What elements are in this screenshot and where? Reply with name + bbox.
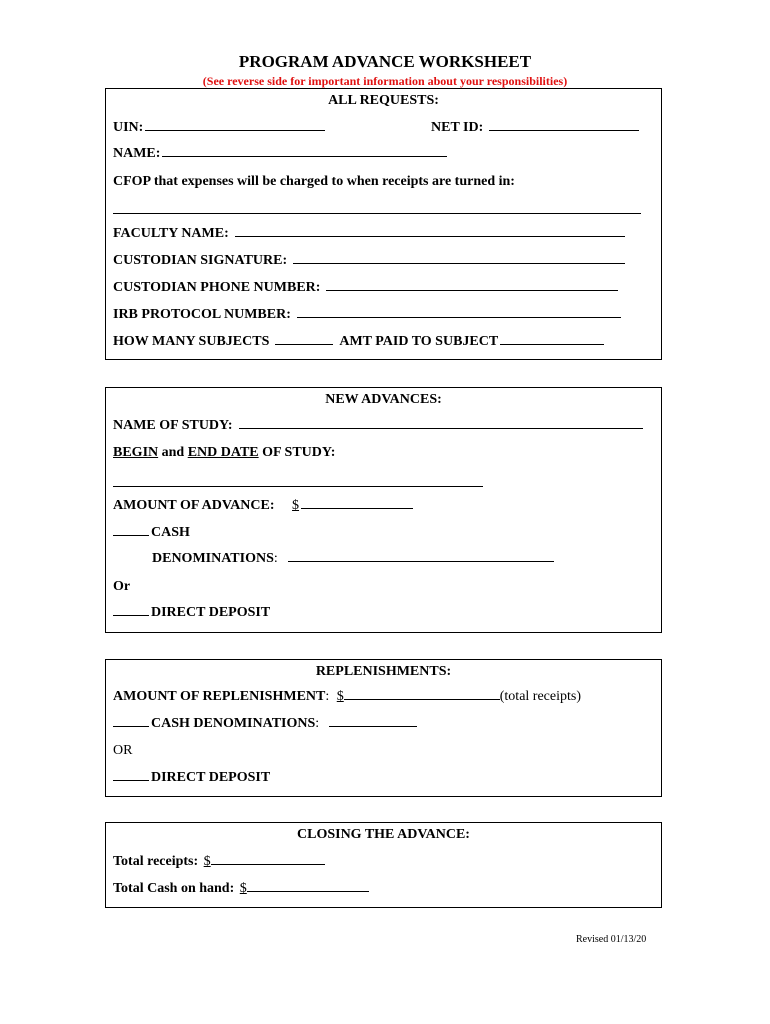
- uin-label: UIN:: [113, 120, 144, 135]
- cash-denominations-field[interactable]: [329, 725, 417, 727]
- irb-row: [113, 307, 621, 323]
- or-label: Or: [113, 579, 131, 594]
- custodian-signature-label: CUSTODIAN SIGNATURE:: [113, 253, 288, 268]
- irb-label: IRB PROTOCOL NUMBER:: [113, 307, 291, 322]
- cash-denominations-label: CASH DENOMINATIONS: [151, 716, 316, 731]
- advance-dollar-sign: $: [292, 498, 300, 513]
- replenishment-amount-row: [113, 689, 581, 705]
- total-receipts-label: Total receipts:: [113, 854, 199, 869]
- custodian-phone-label: CUSTODIAN PHONE NUMBER:: [113, 280, 321, 295]
- replenishment-or-label: OR: [113, 743, 133, 758]
- total-cash-label: Total Cash on hand:: [113, 881, 235, 896]
- new-advances-section: [105, 387, 662, 633]
- end-date-label: END DATE: [187, 445, 259, 460]
- amt-paid-field[interactable]: [500, 343, 604, 345]
- total-receipts-note: (total receipts): [499, 689, 581, 704]
- and-label: and: [161, 445, 185, 460]
- amt-paid-label: AMT PAID TO SUBJECT: [339, 334, 499, 349]
- replenishment-amount-field[interactable]: [344, 698, 500, 700]
- direct-deposit-row: [113, 605, 270, 621]
- name-label: NAME:: [113, 146, 161, 161]
- new-advances-heading: NEW ADVANCES:: [325, 392, 442, 407]
- study-name-label: NAME OF STUDY:: [113, 418, 233, 433]
- all-requests-heading: ALL REQUESTS:: [328, 93, 439, 108]
- all-requests-section: [105, 88, 662, 360]
- replenishment-amount-label: AMOUNT OF REPLENISHMENT: [113, 689, 326, 704]
- advance-amount-label: AMOUNT OF ADVANCE:: [113, 498, 275, 513]
- replenishment-direct-deposit-row: [113, 770, 270, 786]
- subjects-row: [113, 334, 604, 350]
- denominations-colon: :: [273, 551, 278, 566]
- of-study-label: OF STUDY:: [262, 445, 336, 460]
- netid-row: [431, 120, 639, 136]
- replenishment-colon: :: [325, 689, 330, 704]
- direct-deposit-label: DIRECT DEPOSIT: [151, 605, 271, 620]
- closing-heading: CLOSING THE ADVANCE:: [297, 827, 470, 842]
- replenishment-direct-deposit-checkbox[interactable]: [113, 779, 149, 781]
- total-cash-dollar-sign: $: [239, 881, 247, 896]
- cash-label: CASH: [151, 525, 190, 540]
- advance-amount-row: [113, 498, 413, 514]
- replenishment-cash-checkbox[interactable]: [113, 725, 149, 727]
- faculty-row: [113, 226, 625, 242]
- subjects-label: HOW MANY SUBJECTS: [113, 334, 270, 349]
- closing-section: [105, 822, 662, 908]
- cash-checkbox[interactable]: [113, 534, 149, 536]
- cash-row: [113, 525, 190, 541]
- direct-deposit-checkbox[interactable]: [113, 614, 149, 616]
- faculty-field[interactable]: [235, 235, 625, 237]
- cash-denominations-row: [113, 716, 417, 732]
- uin-row: [113, 120, 325, 136]
- study-name-field[interactable]: [239, 427, 643, 429]
- uin-field[interactable]: [145, 129, 325, 131]
- study-dates-field[interactable]: [113, 472, 483, 487]
- study-name-row: [113, 418, 643, 434]
- cfop-field[interactable]: [113, 199, 641, 214]
- custodian-phone-row: [113, 280, 618, 296]
- irb-field[interactable]: [297, 316, 621, 318]
- name-row: [113, 146, 447, 162]
- cash-denominations-colon: :: [315, 716, 320, 731]
- denominations-label: DENOMINATIONS: [152, 551, 274, 566]
- page-subtitle: (See reverse side for important information about your responsibilities): [202, 74, 568, 88]
- custodian-phone-field[interactable]: [326, 289, 618, 291]
- total-receipts-field[interactable]: [211, 863, 325, 865]
- advance-amount-field[interactable]: [301, 507, 413, 509]
- subjects-field[interactable]: [275, 343, 333, 345]
- total-cash-field[interactable]: [247, 890, 369, 892]
- revised-date: Revised 01/13/20: [576, 934, 647, 945]
- name-field[interactable]: [162, 155, 447, 157]
- denominations-row: [152, 551, 554, 567]
- replenishment-dollar-sign: $: [336, 689, 344, 704]
- replenishments-heading: REPLENISHMENTS:: [315, 664, 452, 679]
- netid-label: NET ID:: [431, 120, 484, 135]
- begin-label: BEGIN: [113, 445, 159, 460]
- custodian-signature-field[interactable]: [293, 262, 625, 264]
- cfop-label: CFOP that expenses will be charged to when receipts are turned in:: [113, 174, 515, 189]
- replenishments-section: [105, 659, 662, 797]
- study-dates-row: [113, 445, 335, 461]
- faculty-label: FACULTY NAME:: [113, 226, 229, 241]
- total-receipts-row: [113, 854, 325, 870]
- page-title: PROGRAM ADVANCE WORKSHEET: [238, 52, 532, 71]
- total-receipts-dollar-sign: $: [203, 854, 211, 869]
- netid-field[interactable]: [489, 129, 639, 131]
- total-cash-row: [113, 881, 369, 897]
- custodian-signature-row: [113, 253, 625, 269]
- replenishment-direct-deposit-label: DIRECT DEPOSIT: [151, 770, 271, 785]
- denominations-field[interactable]: [288, 560, 554, 562]
